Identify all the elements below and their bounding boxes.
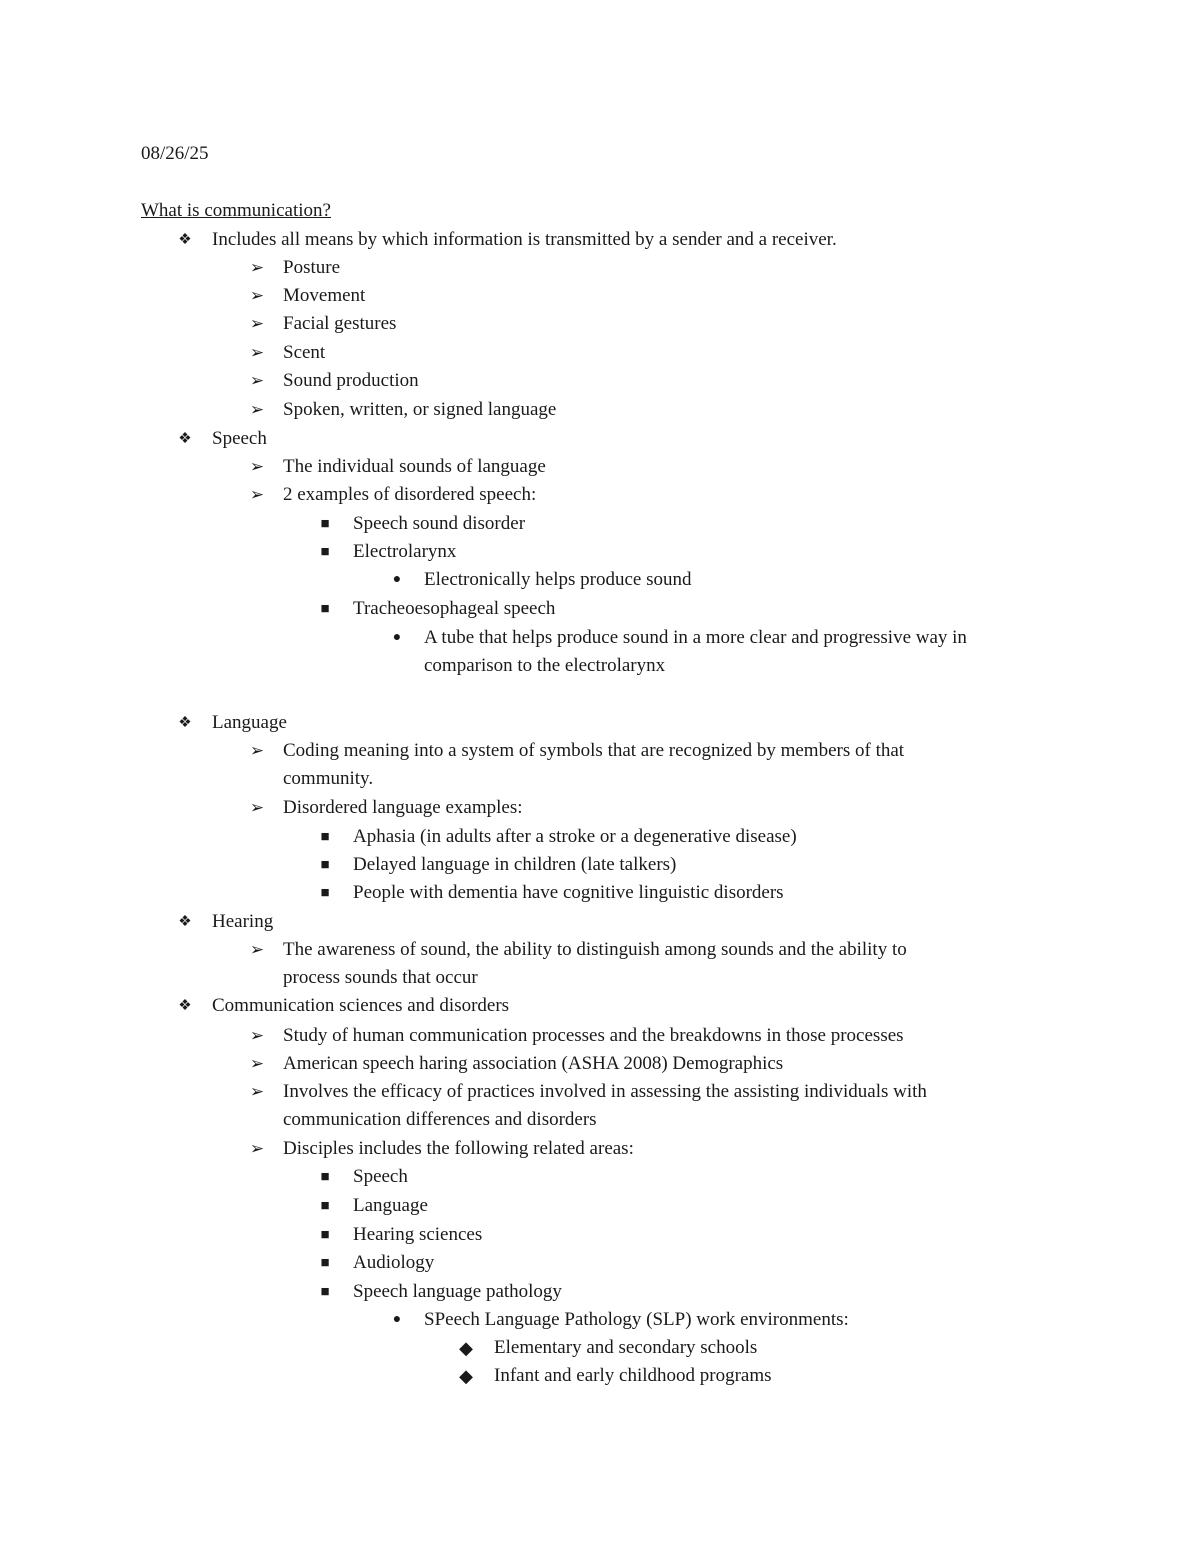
arrow-bullet-icon: ➢ [249,286,265,305]
dot-bullet-icon: ● [392,1312,402,1327]
square-bullet-icon: ■ [320,885,330,901]
square-bullet-icon: ■ [320,1227,330,1243]
square-bullet-icon: ■ [320,516,330,532]
list-item: Electronically helps produce sound [424,569,692,590]
list-item: Elementary and secondary schools [494,1337,758,1358]
square-bullet-icon: ■ [320,601,330,617]
list-item: American speech haring association (ASHA 2008) Demographics [283,1053,784,1074]
list-item: Speech [212,428,267,449]
list-item-continuation: comparison to the electrolarynx [424,655,666,676]
dot-bullet-icon: ● [392,630,402,645]
arrow-bullet-icon: ➢ [249,741,265,760]
list-item: Involves the efficacy of practices involved in assessing the assisting individuals with [283,1081,927,1102]
list-item: People with dementia have cognitive linguistic disorders [353,882,784,903]
list-item: Disciples includes the following related areas: [283,1138,634,1159]
square-bullet-icon: ■ [320,1169,330,1185]
arrow-bullet-icon: ➢ [249,343,265,362]
list-item: Sound production [283,370,419,391]
list-item: Aphasia (in adults after a stroke or a degenerative disease) [353,826,797,847]
arrow-bullet-icon: ➢ [249,485,265,504]
list-item: The awareness of sound, the ability to distinguish among sounds and the ability to [283,939,907,960]
list-item: Hearing sciences [353,1224,483,1245]
square-bullet-icon: ■ [320,544,330,560]
list-item: Coding meaning into a system of symbols that are recognized by members of that [283,740,905,761]
list-item: Facial gestures [283,313,397,334]
arrow-bullet-icon: ➢ [249,371,265,390]
arrow-bullet-icon: ➢ [249,1026,265,1045]
list-item: A tube that helps produce sound in a more clear and progressive way in [424,627,967,648]
list-item: Infant and early childhood programs [494,1365,772,1386]
list-item: The individual sounds of language [283,456,546,477]
square-bullet-icon: ■ [320,1284,330,1300]
arrow-bullet-icon: ➢ [249,314,265,333]
list-item: Movement [283,285,366,306]
list-item: Scent [283,342,326,363]
list-item: Language [212,712,287,733]
filled-diamond-bullet-icon: ◆ [459,1366,473,1386]
list-item: Language [353,1195,428,1216]
list-item: Spoken, written, or signed language [283,399,557,420]
arrow-bullet-icon: ➢ [249,457,265,476]
diamond-bullet-icon: ❖ [178,715,192,731]
list-item: Communication sciences and disorders [212,995,510,1016]
diamond-bullet-icon: ❖ [178,431,192,447]
list-item-continuation: communication differences and disorders [283,1109,597,1130]
list-item-continuation: community. [283,768,374,789]
list-item: Hearing [212,911,274,932]
diamond-bullet-icon: ❖ [178,232,192,248]
square-bullet-icon: ■ [320,1255,330,1271]
arrow-bullet-icon: ➢ [249,400,265,419]
list-item: Speech sound disorder [353,513,526,534]
list-item: Tracheoesophageal speech [353,598,556,619]
list-item: Speech [353,1166,408,1187]
arrow-bullet-icon: ➢ [249,1139,265,1158]
list-item: 2 examples of disordered speech: [283,484,537,505]
list-item: Audiology [353,1252,435,1273]
arrow-bullet-icon: ➢ [249,798,265,817]
square-bullet-icon: ■ [320,857,330,873]
list-item: Posture [283,257,340,278]
list-item: Speech language pathology [353,1281,562,1302]
list-item: Includes all means by which information is transmitted by a sender and a receiver. [212,229,837,250]
section-heading: What is communication? [141,200,331,221]
square-bullet-icon: ■ [320,829,330,845]
list-item: Disordered language examples: [283,797,523,818]
dot-bullet-icon: ● [392,572,402,587]
diamond-bullet-icon: ❖ [178,998,192,1014]
arrow-bullet-icon: ➢ [249,940,265,959]
list-item: SPeech Language Pathology (SLP) work environments: [424,1309,849,1330]
date-text: 08/26/25 [141,143,209,164]
arrow-bullet-icon: ➢ [249,1054,265,1073]
filled-diamond-bullet-icon: ◆ [459,1338,473,1358]
list-item: Study of human communication processes and the breakdowns in those processes [283,1025,904,1046]
arrow-bullet-icon: ➢ [249,1082,265,1101]
arrow-bullet-icon: ➢ [249,258,265,277]
list-item: Delayed language in children (late talkers) [353,854,677,875]
diamond-bullet-icon: ❖ [178,914,192,930]
list-item-continuation: process sounds that occur [283,967,478,988]
square-bullet-icon: ■ [320,1198,330,1214]
list-item: Electrolarynx [353,541,457,562]
